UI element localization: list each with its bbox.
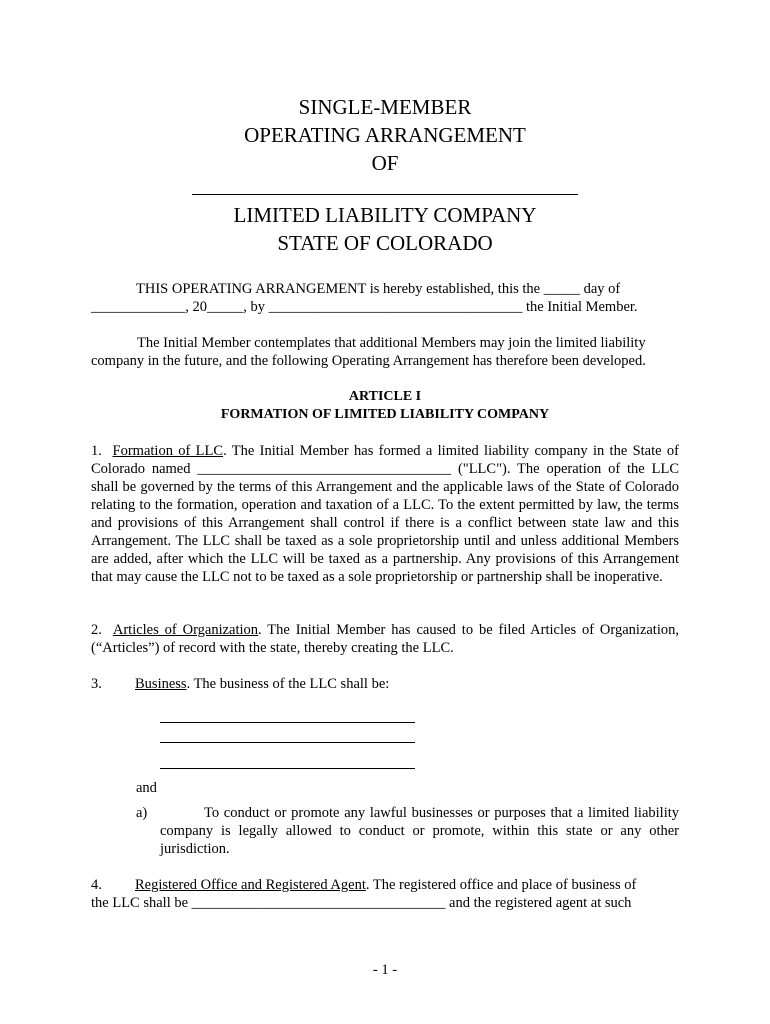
section-4-title: Registered Office and Registered Agent (135, 877, 366, 893)
section-4-line-1 (91, 876, 679, 894)
section-3-title: Business (135, 676, 187, 692)
section-3 (91, 675, 679, 693)
article-number: ARTICLE I (348, 389, 422, 404)
section-3-number: 3. (91, 676, 102, 692)
company-name-blank (192, 194, 578, 195)
section-2-number: 2. (91, 622, 102, 638)
business-blank-1 (160, 722, 415, 723)
contemplation-line-2: company in the future, and the following Operating Arrangement has therefore been developed. (91, 353, 646, 369)
section-1-number: 1. (91, 443, 102, 459)
section-4 (91, 876, 679, 912)
item-a-text: To conduct or promote any lawful businesses or purposes that a limited liability company is legally allowed to conduct or promote, within this state or any other jurisdiction. (160, 805, 679, 857)
intro-line-1: THIS OPERATING ARRANGEMENT is hereby established, this the _____ day of (136, 281, 621, 297)
item-a-label: a) (136, 805, 148, 821)
section-1-title: Formation of LLC (112, 443, 224, 459)
contemplation-paragraph (91, 334, 679, 370)
and-label: and (136, 780, 157, 796)
intro-line-2: _____________, 20_____, by ___________________________________ the Initial Member. (91, 299, 638, 315)
title-line-2: OPERATING ARRANGEMENT (244, 123, 526, 147)
section-2-text: . The Initial Member has caused to be filed Articles of Organization, (“Articles”) of record with the state, thereby creating the LLC. (91, 622, 679, 656)
page-number: - 1 - (372, 962, 398, 978)
title-line-4: LIMITED LIABILITY COMPANY (233, 203, 537, 227)
section-2-title: Articles of Organization (112, 622, 259, 638)
section-4-text-line-2: the LLC shall be ___________________________________ and the registered agent at such (91, 895, 632, 911)
title-line-5: STATE OF COLORADO (277, 231, 493, 255)
title-line-3: OF (371, 151, 399, 175)
intro-paragraph (91, 280, 679, 316)
section-3-text: . The business of the LLC shall be: (186, 676, 390, 692)
section-1 (91, 442, 679, 586)
section-4-text-line-1: . The registered office and place of business of (365, 877, 637, 893)
section-2 (91, 621, 679, 657)
article-heading: FORMATION OF LIMITED LIABILITY COMPANY (220, 407, 550, 422)
section-4-number: 4. (91, 877, 102, 893)
section-1-text: . The Initial Member has formed a limited liability company in the State of Colorado named ___________________________________ ("LLC"). The operation of the LLC shall be governed by the terms of this Arrangement and the applicable laws of the State of Colorado relating to the formation, operation and taxation of a LLC. To the extent permitted by law, the terms and provisions of this Arrangement shall control if there is a conflict between state law and this Arrangement. The LLC shall be taxed as a sole proprietorship until and unless additional Members are added, after which the LLC will be taxed as a partnership. Any provisions of this Arrangement that may cause the LLC not to be taxed as a sole proprietorship or partnership shall be inoperative. (91, 443, 679, 585)
business-blank-3 (160, 768, 415, 769)
business-blank-2 (160, 742, 415, 743)
contemplation-line-1: The Initial Member contemplates that additional Members may join the limited liability (137, 335, 646, 351)
title-line-1: SINGLE-MEMBER (298, 95, 472, 119)
